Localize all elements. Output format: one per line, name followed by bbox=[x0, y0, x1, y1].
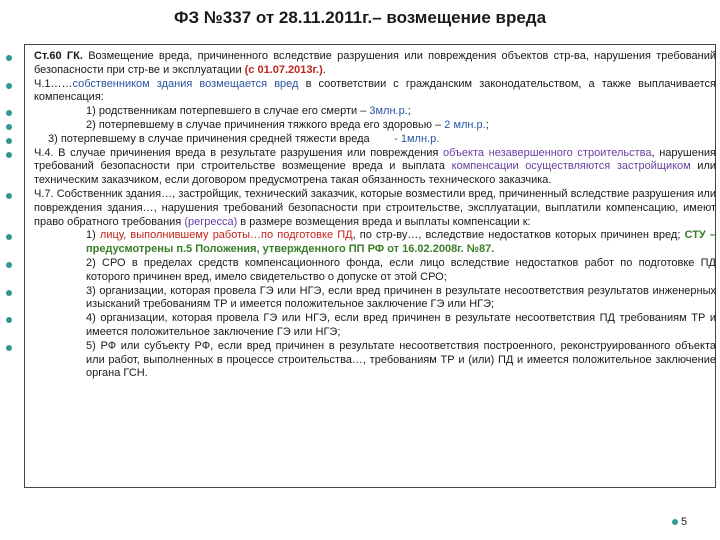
bullet-icon bbox=[6, 234, 12, 240]
list-item: Ст.60 ГК. Возмещение вреда, причиненного вследствие разрушения или повреждения объектов стр-ва, нарушения требований безопасности при стр-ве и эксплуатации (с 01.07.2013г.). bbox=[4, 50, 716, 78]
page-number: 5 bbox=[672, 516, 687, 528]
list-item: Ч.7. Собственник здания…, застройщик, технический заказчик, которые возместили вред, причиненный вследствие разрушения или повреждения здания…, нарушения требований безопасности при строительстве, эксплуатации, выплатили компенсацию, имеют право обратного требования (регресса) в размере возмещения вреда и выплаты компенсации к: bbox=[4, 188, 716, 229]
list-item: 1) лицу, выполнившему работы…по подготовке ПД, по стр-ву…, вследствие недостатков которых причинен вред; СТУ – предусмотрены п.5 Положения, утвержденного ПП РФ от 16.02.2008г. №87. bbox=[4, 229, 716, 257]
bullet-icon bbox=[6, 138, 12, 144]
bullet-icon bbox=[672, 519, 678, 525]
bullet-icon bbox=[6, 345, 12, 351]
list-item: 5) РФ или субъекту РФ, если вред причинен в результате несоответствия построенного, реконструированного объекта или работ, выполненных в процессе строительства…, требованиям ТР и (или) ПД и имеется положительное заключение органа ГСН. bbox=[4, 340, 716, 381]
bullet-icon bbox=[6, 193, 12, 199]
page-title: ФЗ №337 от 28.11.2011г.– возмещение вреда bbox=[173, 8, 547, 27]
list-item: Ч.4. В случае причинения вреда в результате разрушения или повреждения объекта незавершенного строительства, нарушения требований безопасности при строительстве возмещение вреда и выплата компенсации осуществляются застройщиком или техническим заказчиком, если договором предусмотрена такая обязанность технического заказчика. bbox=[4, 147, 716, 188]
list-item: 2) потерпевшему в случае причинения тяжкого вреда его здоровью – 2 млн.р.; bbox=[4, 119, 716, 133]
list-item: 3) организации, которая провела ГЭ или НГЭ, если вред причинен в результате несоответствия результатов инженерных изысканий требованиям ТР и имеется положительное заключение ГЭ или НГЭ; bbox=[4, 285, 716, 313]
list-item: 1) родственникам потерпевшего в случае его смерти – 3млн.р.; bbox=[4, 105, 716, 119]
bullet-icon bbox=[6, 55, 12, 61]
bullet-icon bbox=[6, 317, 12, 323]
bullet-icon bbox=[6, 83, 12, 89]
bullet-icon bbox=[6, 262, 12, 268]
bullet-icon bbox=[6, 110, 12, 116]
bullet-icon bbox=[6, 290, 12, 296]
content-list bbox=[4, 50, 716, 381]
list-item: 4) организации, которая провела ГЭ или НГЭ, если вред причинен в результате несоответствия ПД требованиям ТР и имеется положительное заключение ГЭ или НГЭ; bbox=[4, 312, 716, 340]
list-item: Ч.1……собственником здания возмещается вред в соответствии с гражданским законодательством, а также выплачивается компенсация: bbox=[4, 78, 716, 106]
bullet-icon bbox=[6, 152, 12, 158]
list-item: 2) СРО в пределах средств компенсационного фонда, если лицо вследствие недостатков работ по подготовке ПД которого причинен вред, имело свидетельство о допуске от этой СРО; bbox=[4, 257, 716, 285]
list-item: 3) потерпевшему в случае причинения средней тяжести вреда - 1млн.р. bbox=[4, 133, 716, 147]
bullet-icon bbox=[6, 124, 12, 130]
